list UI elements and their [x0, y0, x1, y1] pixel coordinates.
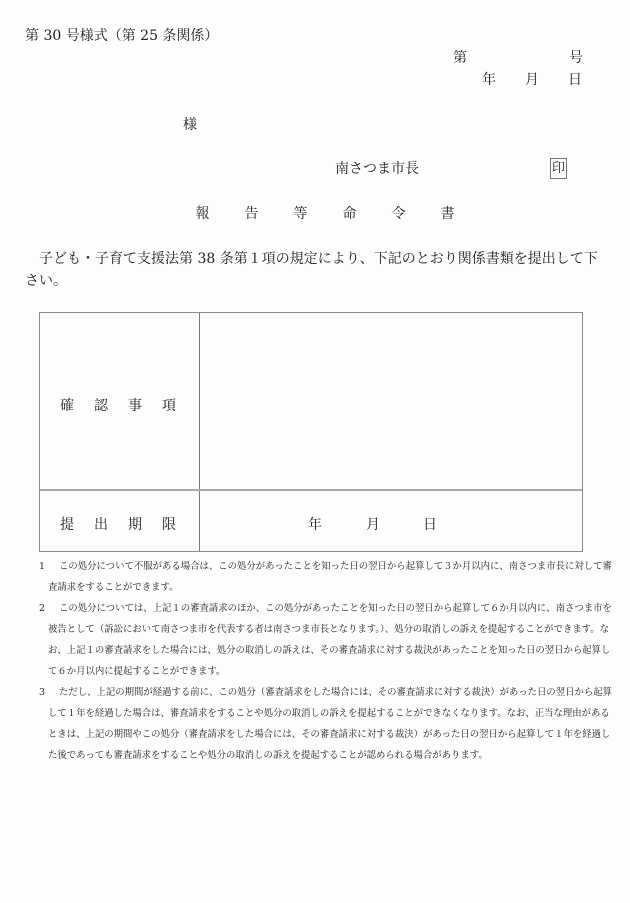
note-item	[39, 682, 614, 766]
note-text: この処分については、上記１の審査請求のほか、この処分があったことを知った日の翌日から起算して６か月以内に、南さつま市を被告として（訴訟において南さつま市を代表する者は南さつま市長となります。）、処分の取消しの訴えを提起することができます。なお、上記１の審査請求をした場合には、処分の取消しの訴えは、その審査請求に対する裁決があったことを知った日の翌日から起算して６か月以内に提起することができます。	[48, 603, 612, 677]
doc-number-prefix: 第	[453, 50, 467, 66]
body-text: 子ども・子育て支援法第 38 条第１項の規定により、下記のとおり関係書類を提出して下さい。	[25, 251, 598, 289]
date-year-label: 年	[482, 72, 496, 88]
date-month-label: 月	[525, 72, 539, 88]
title-char: 令	[391, 206, 406, 222]
note-text: この処分について不服がある場合は、この処分があったことを知った日の翌日から起算して３か月以内に、南さつま市長に対して審査請求をすることができます。	[48, 561, 612, 593]
table-row-divider	[40, 489, 582, 491]
date-day-label: 日	[568, 72, 582, 88]
label-submission-deadline: 提 出 期 限	[60, 517, 176, 533]
note-item	[39, 556, 614, 598]
seal-mark: 印	[550, 158, 567, 179]
deadline-year-label: 年	[308, 517, 322, 533]
request-table	[39, 312, 583, 552]
deadline-month-label: 月	[366, 517, 380, 533]
addressee-suffix: 様	[183, 117, 197, 133]
doc-number-suffix: 号	[569, 50, 583, 66]
issuer-name: 南さつま市長	[335, 161, 419, 177]
note-text: ただし、上記の期間が経過する前に、この処分（審査請求をした場合には、その審査請求に対する裁決）があった日の翌日から起算して１年を経過した場合は、審査請求をすることや処分の取消しの訴えを提起することができなくなります。なお、正当な理由があるときは、上記の期間やこの処分（審査請求をした場合には、その審査請求に対する裁決）があった日の翌日から起算して１年を経過した後であっても審査請求をすることや処分の取消しの訴えを提起することが認められる場合があります。	[48, 687, 613, 761]
title-char: 報	[195, 206, 210, 222]
table-column-divider	[199, 313, 200, 551]
note-number: 2	[39, 603, 45, 614]
title-char: 書	[440, 206, 455, 222]
form-number: 第 30 号様式（第 25 条関係）	[25, 28, 219, 44]
title-char: 等	[293, 206, 308, 222]
label-confirmation-items: 確 認 事 項	[60, 398, 176, 414]
notes-list	[39, 556, 614, 766]
title-char: 命	[342, 206, 357, 222]
note-number: 3	[39, 687, 45, 698]
deadline-day-label: 日	[423, 517, 437, 533]
note-number: 1	[39, 561, 45, 572]
note-item	[39, 598, 614, 682]
title-char: 告	[244, 206, 259, 222]
